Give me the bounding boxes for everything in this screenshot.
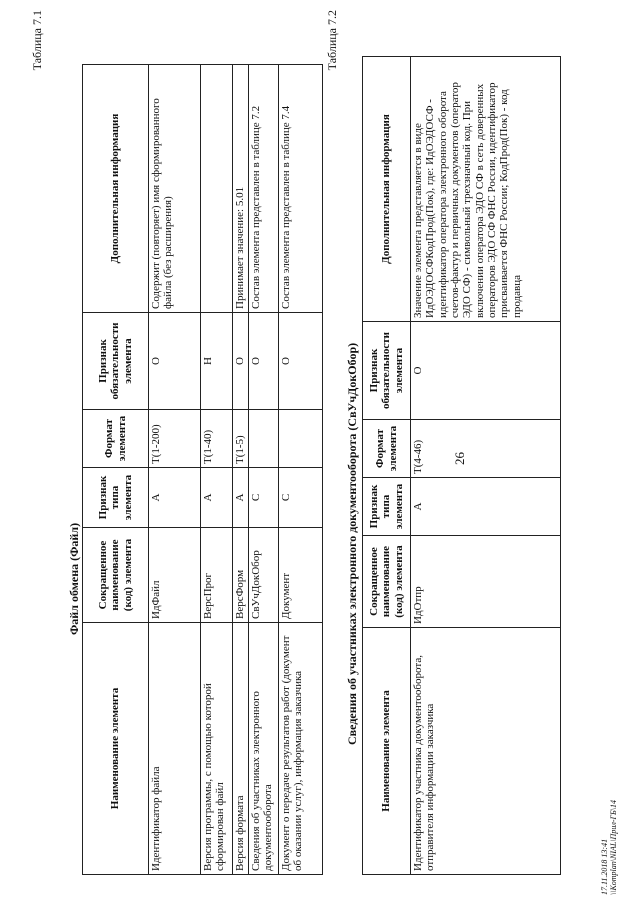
element-type-cell: А xyxy=(233,468,249,528)
element-info-cell: Содержит (повторяет) имя сформированного файла (без расширения) xyxy=(149,65,201,313)
table-7-1-title: Файл обмена (Файл) xyxy=(67,522,81,635)
element-code-cell: ИдФайл xyxy=(149,528,201,623)
table-row xyxy=(411,57,561,875)
element-code-cell: ИдОтпр xyxy=(411,536,561,628)
element-name-cell: Версия программы, с помощью которой сформирован файл xyxy=(201,623,233,875)
element-name-cell: Идентификатор участника документооборота, отправителя информации заказчика xyxy=(411,628,561,875)
table-header-row xyxy=(363,57,411,875)
element-code-cell: ВерсФорм xyxy=(233,528,249,623)
element-info-cell xyxy=(201,65,233,313)
element-type-cell: С xyxy=(279,468,323,528)
table-7-2-title: Сведения об участниках электронного документооборота (СвУчДокОбор) xyxy=(345,342,359,745)
footer-path: \\Komplan\NIAL\Прил-ГБ\14 xyxy=(609,800,619,895)
element-type-cell: А xyxy=(201,468,233,528)
element-info-cell: Состав элемента представлен в таблице 7.4 xyxy=(279,65,323,313)
element-format-cell: Т(4-46) xyxy=(411,420,561,478)
footer-date: 17.11.2018 13:41 xyxy=(600,838,609,895)
element-format-cell xyxy=(279,410,323,468)
header-cell: Признак типа элемента xyxy=(363,478,411,536)
table-7-1 xyxy=(82,64,323,875)
table-7-2 xyxy=(362,56,561,875)
table-header-row xyxy=(83,65,149,875)
header-cell: Наименование элемента xyxy=(363,628,411,875)
page-number: 26 xyxy=(452,452,467,465)
element-required-cell: О xyxy=(233,313,249,410)
table-row xyxy=(201,65,233,875)
header-cell: Признак обязательности элемента xyxy=(363,322,411,420)
element-code-cell: ВерсПрог xyxy=(201,528,233,623)
element-format-cell: Т(1-5) xyxy=(233,410,249,468)
header-cell: Формат элемента xyxy=(363,420,411,478)
table-7-2-number: Таблица 7.2 xyxy=(325,10,339,71)
table-row xyxy=(249,65,279,875)
table-7-1-number: Таблица 7.1 xyxy=(30,10,44,71)
element-info-cell: Состав элемента представлен в таблице 7.2 xyxy=(249,65,279,313)
header-cell: Сокращенное наименование (код) элемента xyxy=(363,536,411,628)
element-code-cell: СвУчДокОбор xyxy=(249,528,279,623)
element-type-cell: А xyxy=(149,468,201,528)
element-required-cell: О xyxy=(411,322,561,420)
element-name-cell: Версия формата xyxy=(233,623,249,875)
header-cell: Дополнительная информация xyxy=(83,65,149,313)
element-required-cell: Н xyxy=(201,313,233,410)
element-code-cell: Документ xyxy=(279,528,323,623)
element-name-cell: Сведения об участниках электронного документооборота xyxy=(249,623,279,875)
header-cell: Сокращенное наименование (код) элемента xyxy=(83,528,149,623)
element-type-cell: А xyxy=(411,478,561,536)
table-row xyxy=(279,65,323,875)
element-name-cell: Документ о передаче результатов работ (документ об оказании услуг), информация заказчика xyxy=(279,623,323,875)
element-info-cell: Принимает значение: 5.01 xyxy=(233,65,249,313)
footer-stamp xyxy=(600,800,618,895)
header-cell: Признак обязательности элемента xyxy=(83,313,149,410)
header-cell: Формат элемента xyxy=(83,410,149,468)
element-required-cell: О xyxy=(249,313,279,410)
element-format-cell: Т(1-40) xyxy=(201,410,233,468)
table-row xyxy=(233,65,249,875)
element-info-cell: Значение элемента представляется в виде ИдОЭДОСФКодПрод(Пок), где: ИдОЭДОСФ - идентификатор оператора электронного оборота счетов-фактур и первичных документов (оператор ЭДО СФ) - символьный трехзначный код. При включении оператора ЭДО СФ в сеть доверенных операторов ЭДО СФ ФНС России, идентификатор присваивается ФНС России; КодПрод(Пок) - код продавца xyxy=(411,57,561,322)
element-required-cell: О xyxy=(149,313,201,410)
element-required-cell: О xyxy=(279,313,323,410)
element-format-cell: Т(1-200) xyxy=(149,410,201,468)
header-cell: Признак типа элемента xyxy=(83,468,149,528)
element-format-cell xyxy=(249,410,279,468)
element-name-cell: Идентификатор файла xyxy=(149,623,201,875)
header-cell: Дополнительная информация xyxy=(363,57,411,322)
header-cell: Наименование элемента xyxy=(83,623,149,875)
element-type-cell: С xyxy=(249,468,279,528)
table-row xyxy=(149,65,201,875)
